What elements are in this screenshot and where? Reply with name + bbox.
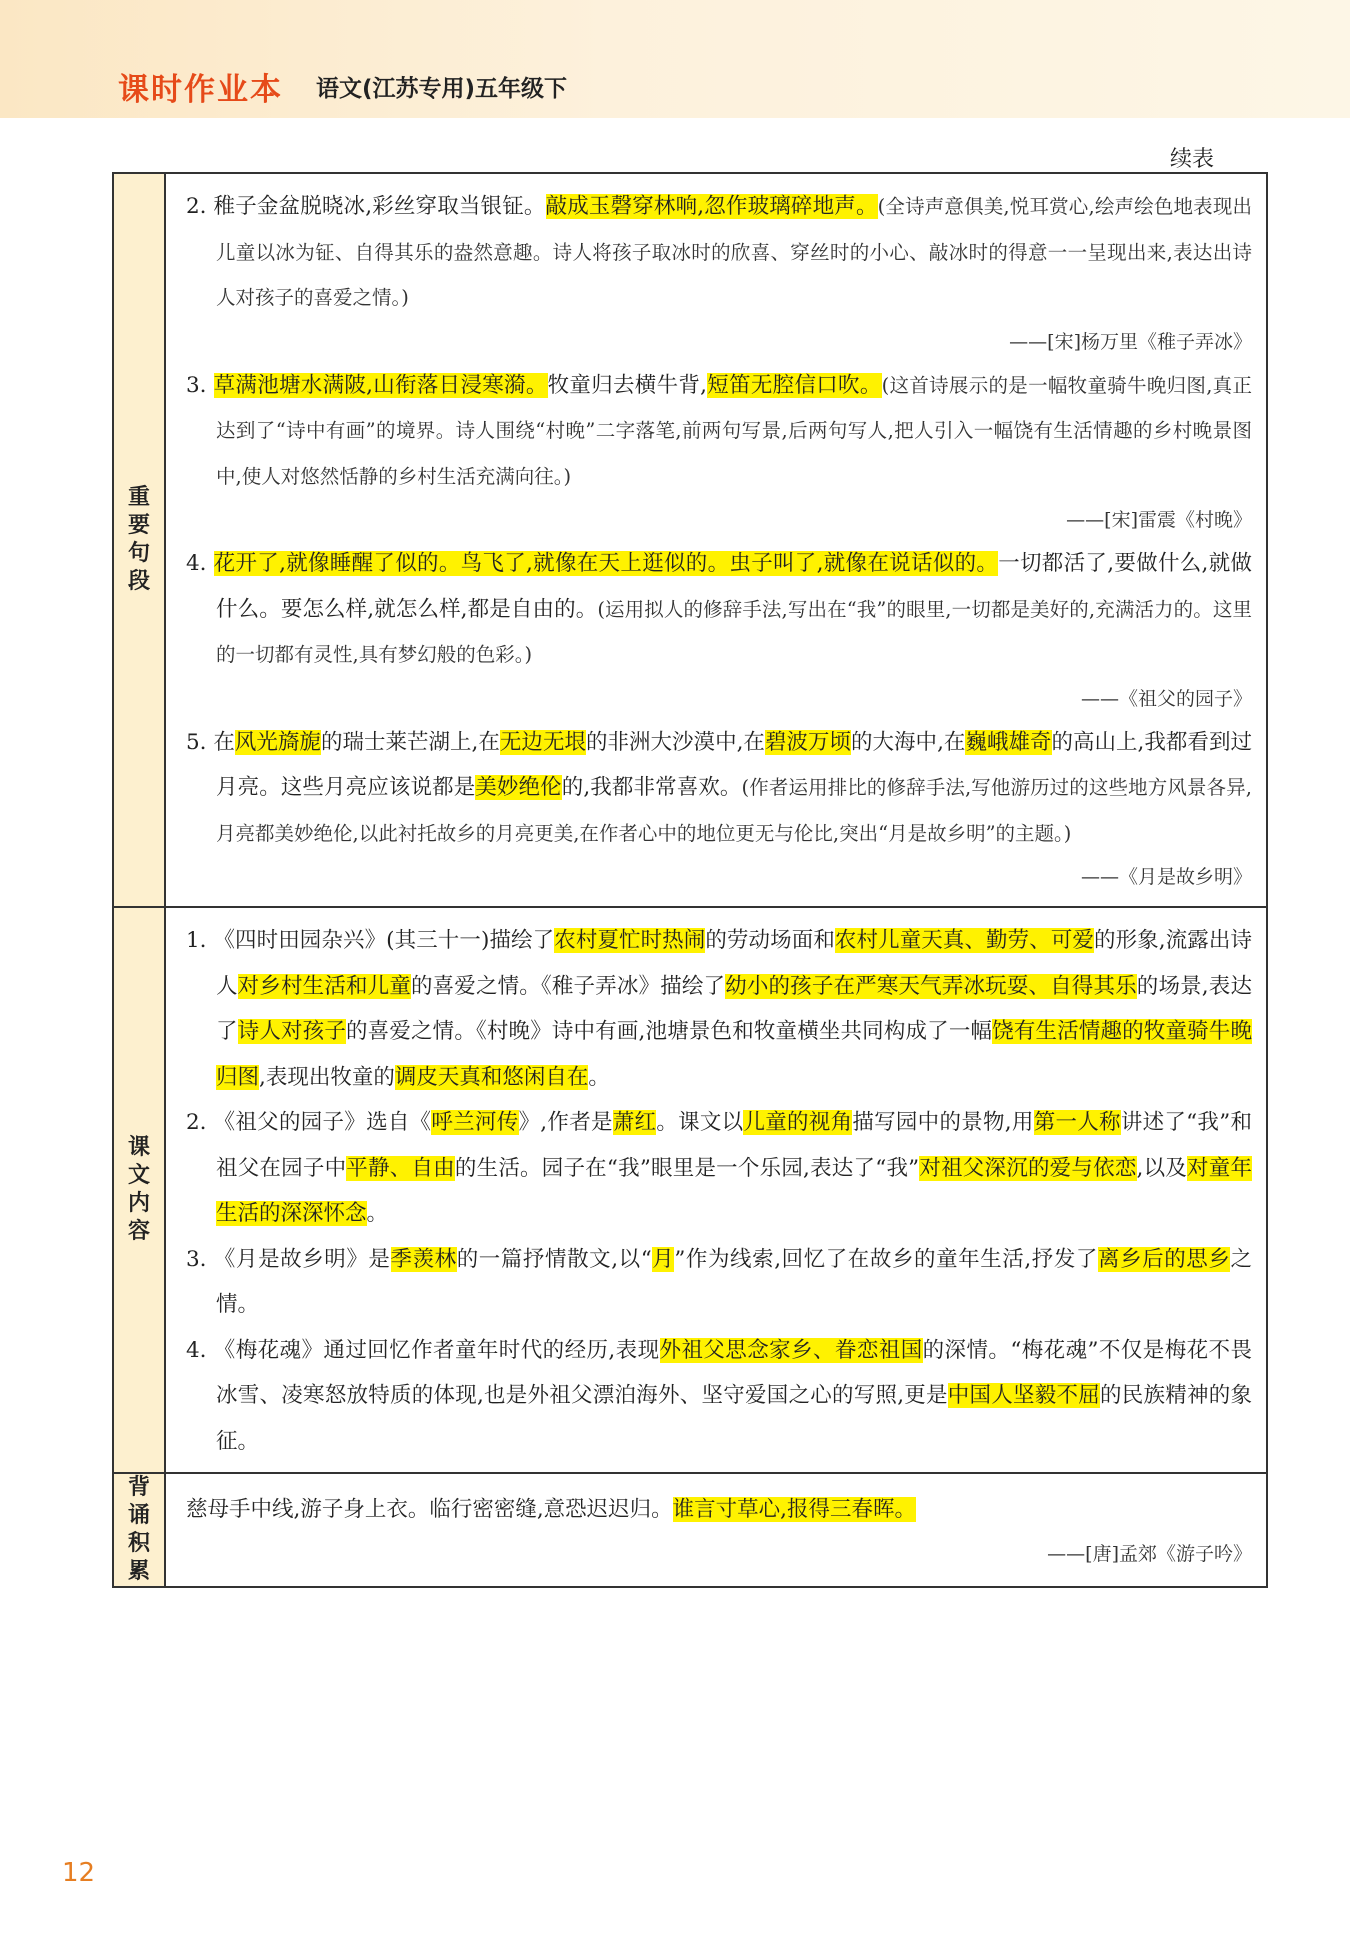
notes-table (112, 172, 1268, 1588)
annotation: (作者运用排比的修辞手法,写他游历过的这些地方风景各异,月亮都美妙绝伦,以此衬托故乡的月亮更美,在作者心中的地位更无与伦比,突出“月是故乡明”的主题。) (216, 776, 1252, 845)
highlight: 短笛无腔信口吹。 (707, 372, 882, 398)
recitation-text (186, 1487, 1252, 1533)
text: 一切都活了,要做什么,就做什么。要怎么样,就怎么样,都是自由的。 (216, 551, 1252, 622)
section-label-important-passages: 重要句段 (127, 485, 150, 594)
text: 的大海中,在 (851, 729, 966, 755)
section-row-recitation (113, 1473, 1267, 1587)
item-number: 3. (186, 372, 214, 398)
text: ,以及 (1136, 1155, 1188, 1181)
text: 《月是故乡明》是 (213, 1246, 391, 1272)
text: 《梅花魂》通过回忆作者童年时代的经历,表现 (213, 1337, 660, 1363)
text: 的,我都非常喜欢。 (561, 775, 742, 800)
source-citation: ——《月是故乡明》 (1080, 866, 1252, 888)
source-citation: ——[唐]孟郊《游子吟》 (1047, 1542, 1252, 1565)
text: 《祖父的园子》选自《 (213, 1110, 432, 1135)
annotation: (全诗声意俱美,悦耳赏心,绘声绘色地表现出儿童以冰为钲、自得其乐的盎然意趣。诗人将孩子取冰时的欣喜、穿丝时的小心、敲冰时的得意一一呈现出来,表达出诗人对孩子的喜爱之情。) (216, 195, 1253, 309)
section-label-cell (113, 173, 165, 907)
text: 的民族精神的象征。 (216, 1383, 1252, 1454)
text: 的深情。“梅花魂”不仅是梅花不畏冰雪、凌寒怒放特质的体现,也是外祖父漂泊海外、坚守爱国之心的写照,更是 (216, 1337, 1252, 1408)
text: ,表现出牧童的 (259, 1064, 395, 1090)
highlight: 碧波万顷 (764, 729, 852, 755)
text: 的劳动场面和 (705, 928, 835, 953)
text: ”作为线索,回忆了在故乡的童年生活,抒发了 (674, 1246, 1099, 1272)
list-item (186, 1237, 1252, 1328)
annotation: (这首诗展示的是一幅牧童骑牛晚归图,真正达到了“诗中有画”的境界。诗人围绕“村晚”二字落笔,前两句写景,后两句写人,把人引入一幅饶有生活情趣的乡村晚景图中,使人对悠然恬静的乡村生活充满向往。) (216, 373, 1252, 488)
text: 稚子金盆脱晓冰,彩丝穿取当银钲。 (213, 194, 546, 219)
text: 《四时田园杂兴》(其三十一)描绘了 (213, 928, 555, 953)
highlight: 诗人对孩子 (237, 1019, 346, 1044)
text: 的场景,表达了 (216, 973, 1252, 1044)
text: 的非洲大沙漠中,在 (585, 729, 765, 755)
book-brand-title: 课时作业本 (118, 72, 283, 108)
highlight: 对祖父深沉的爱与依恋 (919, 1155, 1137, 1181)
section-label-cell (113, 907, 165, 1473)
list-item (186, 1100, 1252, 1237)
highlight: 月 (651, 1246, 675, 1272)
text: 的高山上,我都看到过月亮。这些月亮应该说都是 (216, 729, 1252, 800)
subject-grade-title: 语文(江苏专用)五年级下 (316, 76, 568, 102)
highlight: 季羡林 (390, 1246, 457, 1272)
text: 在 (213, 729, 235, 755)
highlight: 农村儿童天真、勤劳、可爱 (834, 928, 1094, 953)
highlight: 平静、自由 (346, 1155, 455, 1181)
text: 牧童归去横牛背, (547, 372, 708, 398)
list-item (186, 918, 1252, 1100)
highlight: 呼兰河传 (431, 1110, 519, 1135)
list-item (186, 720, 1252, 899)
highlight: 谁言寸草心,报得三春晖。 (672, 1497, 917, 1523)
highlight: 对童年生活的深深怀念 (216, 1155, 1252, 1226)
highlight: 对乡村生活和儿童 (237, 973, 411, 999)
highlight: 外祖父思念家乡、眷恋祖国 (659, 1337, 923, 1363)
list-item (186, 541, 1252, 720)
text: 之情。 (216, 1246, 1252, 1317)
item-number: 1. (186, 928, 214, 953)
source-citation: ——[宋]杨万里《稚子弄冰》 (1009, 330, 1252, 353)
item-number: 2. (186, 1110, 214, 1135)
text: 的生活。园子在“我”眼里是一个乐园,表达了“我” (454, 1155, 920, 1181)
highlight: 无边无垠 (499, 729, 586, 755)
item-number: 5. (186, 729, 214, 755)
highlight: 儿童的视角 (743, 1110, 853, 1135)
highlight: 敲成玉磬穿林响,忽作玻璃碎地声。 (545, 194, 878, 219)
text: 描写园中的景物,用 (852, 1110, 1034, 1135)
highlight: 美妙绝伦 (475, 775, 562, 800)
highlight: 饶有生活情趣的牧童骑牛晚归图 (216, 1019, 1252, 1090)
text: 的形象,流露出诗人 (216, 928, 1252, 999)
section-label-text-content: 课文内容 (127, 1135, 150, 1244)
page-number: 12 (62, 1858, 96, 1888)
highlight: 中国人坚毅不屈 (947, 1383, 1100, 1408)
section-row-text-content (113, 907, 1267, 1473)
highlight: 花开了,就像睡醒了似的。鸟飞了,就像在天上逛似的。虫子叫了,就像在说话似的。 (213, 551, 999, 576)
section-body (165, 173, 1267, 907)
highlight: 巍峨雄奇 (965, 729, 1052, 755)
highlight: 农村夏忙时热闹 (554, 928, 706, 953)
list-item (186, 363, 1252, 542)
text: 讲述了“我”和祖父在园子中 (216, 1110, 1252, 1181)
source-citation: ——《祖父的园子》 (1080, 687, 1252, 710)
text: 慈母手中线,游子身上衣。临行密密缝,意恐迟迟归。 (186, 1497, 673, 1523)
highlight: 离乡后的思乡 (1098, 1246, 1231, 1272)
text: 的一篇抒情散文,以“ (456, 1246, 652, 1272)
item-number: 3. (186, 1246, 214, 1272)
text: 。 (588, 1064, 610, 1090)
highlight: 调皮天真和悠闲自在 (394, 1064, 589, 1090)
text: 的瑞士莱芒湖上,在 (320, 729, 500, 755)
item-number: 2. (186, 194, 214, 219)
section-label-cell (113, 1473, 165, 1587)
list-item (186, 1328, 1252, 1465)
highlight: 草满池塘水满陂,山衔落日浸寒漪。 (213, 372, 548, 398)
item-number: 4. (186, 551, 214, 576)
text: 。 (366, 1201, 389, 1226)
section-row-important-passages (113, 173, 1267, 907)
annotation: (运用拟人的修辞手法,写出在“我”的眼里,一切都是美好的,充满活力的。这里的一切都有灵性,具有梦幻般的色彩。) (216, 597, 1252, 666)
highlight: 幼小的孩子在严寒天气弄冰玩耍、自得其乐 (725, 973, 1137, 999)
text: 的喜爱之情。《稚子弄冰》描绘了 (410, 973, 726, 999)
text: 的喜爱之情。《村晚》诗中有画,池塘景色和牧童横坐共同构成了一幅 (346, 1019, 993, 1044)
section-body (165, 1473, 1267, 1587)
continued-table-label: 续表 (1169, 147, 1214, 172)
source-citation: ——[宋]雷震《村晚》 (1066, 509, 1252, 531)
section-body (165, 907, 1267, 1473)
text: 。课文以 (656, 1110, 744, 1135)
item-number: 4. (186, 1337, 214, 1363)
list-item (186, 184, 1252, 363)
highlight: 第一人称 (1033, 1110, 1121, 1135)
section-label-recitation: 背诵积累 (127, 1475, 150, 1584)
text: 》,作者是 (518, 1110, 613, 1135)
highlight: 风光旖旎 (234, 729, 321, 755)
highlight: 萧红 (612, 1110, 657, 1135)
